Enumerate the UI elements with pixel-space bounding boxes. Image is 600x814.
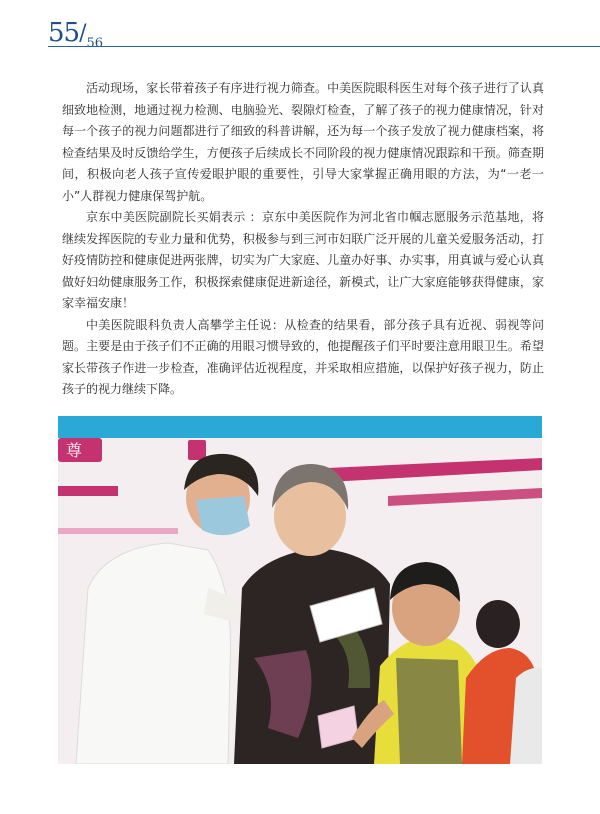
page-number-current: 55 — [48, 18, 80, 48]
page-number — [48, 18, 104, 51]
photo-stripe-left — [58, 486, 118, 496]
doctor-coat — [76, 543, 231, 764]
doctor-mask — [196, 496, 250, 535]
photo-scene — [58, 438, 542, 764]
photo-sign-secondary — [188, 440, 206, 460]
photo-top-band — [58, 416, 542, 438]
page-number-total: 56 — [86, 36, 104, 51]
photo-stripe-faint — [58, 528, 178, 534]
paragraph-screening: 活动现场，家长带着孩子有序进行视力筛查。中美医院眼科医生对每个孩子进行了认真细致地检测，地通过视力检测、电脑验光、裂隙灯检查，了解了孩子的视力健康情况，针对每一个孩子的视力问题都进行了细致的科普讲解，还为每一个孩子发放了视力健康档案，将检查结果及时反馈给学生，方便孩子后续成长不同阶段的视力健康情况跟踪和干预。筛查期间，积极向老人孩子宣传爱眼护眼的重要性，引导大家掌握正确用眼的方法，为“一老一小”人群视力健康保驾护航。 — [62, 81, 544, 203]
child-shirt-shadow — [396, 658, 462, 764]
page-number-separator: / — [79, 21, 87, 46]
header-rule — [48, 46, 600, 47]
event-photo — [58, 416, 542, 764]
article-body — [62, 78, 544, 401]
photo-illustration — [58, 438, 542, 764]
bystander-head — [476, 600, 520, 648]
paragraph-ophthalmology-director: 中美医院眼科负责人高攀学主任说：从检查的结果看，部分孩子具有近视、弱视等问题。主要是由于孩子们不正确的用眼习惯导致的，他提醒孩子们平时要注意用眼卫生。希望家长带孩子作进一步检查，准确评估近视程度，并采取相应措施，以保护好孩子视力，防止孩子的视力继续下降。 — [62, 317, 544, 396]
paragraph-vice-president: 京东中美医院副院长买娟表示 ：京东中美医院作为河北省巾帼志愿服务示范基地，将继续发挥医院的专业力量和优势，积极参与到三河市妇联广泛开展的儿童关爱服务活动，打好疫情防控和健康促进两张牌，切实为广大家庭、儿童办好事、办实事，用真诚与爱心认真做好妇幼健康服务工作，积极探索健康促进新途径，新模式，让广大家庭能够获得健康，家家幸福安康！ — [62, 210, 544, 310]
photo-sign-text: 尊 — [66, 441, 83, 460]
